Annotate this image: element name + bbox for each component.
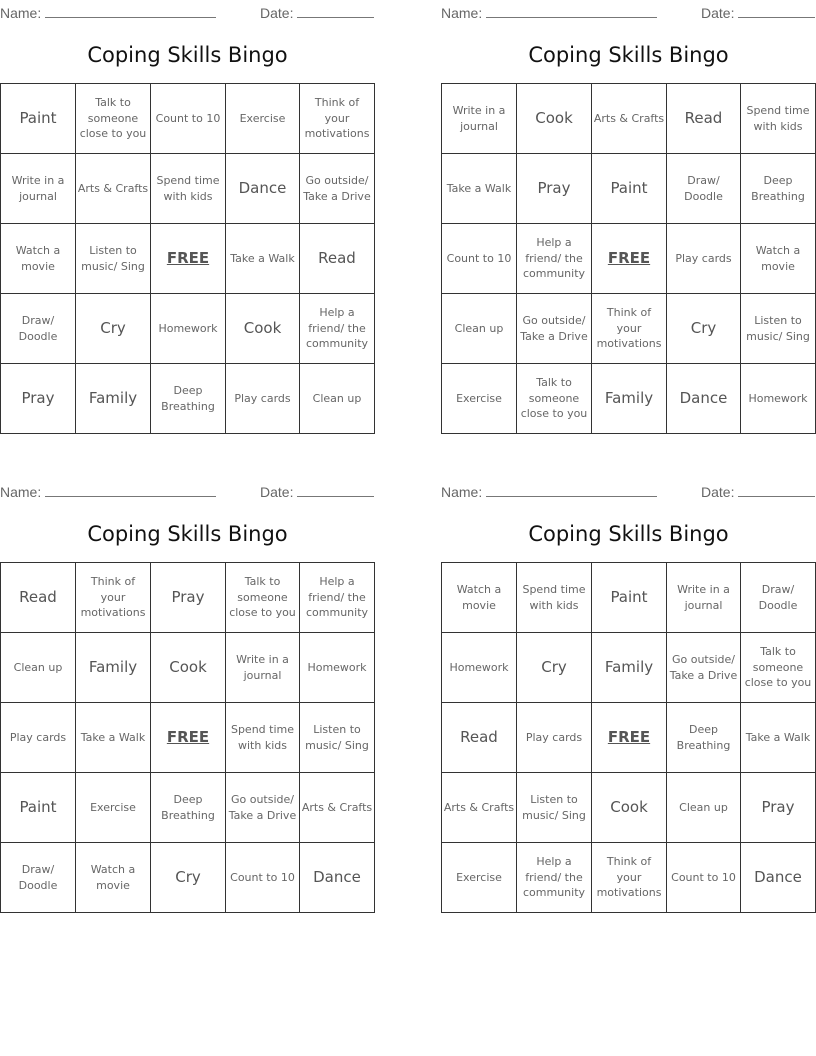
- bingo-cell: Arts & Crafts: [592, 84, 667, 154]
- bingo-cell: Dance: [741, 843, 816, 913]
- bingo-cell: Spend time with kids: [741, 84, 816, 154]
- bingo-cell: Homework: [300, 633, 375, 703]
- bingo-cell: Play cards: [1, 703, 76, 773]
- name-field: Name:: [441, 3, 657, 21]
- bingo-cell: Arts & Crafts: [442, 773, 517, 843]
- bingo-card-1: [0, 0, 375, 434]
- bingo-cell: Think of your motivations: [76, 563, 151, 633]
- name-line: [486, 482, 657, 497]
- bingo-cell: Watch a movie: [76, 843, 151, 913]
- date-line: [297, 482, 374, 497]
- date-line: [297, 3, 374, 18]
- bingo-cell: Deep Breathing: [151, 364, 226, 434]
- bingo-cell: Watch a movie: [741, 224, 816, 294]
- bingo-cell: Count to 10: [442, 224, 517, 294]
- bingo-cell: Arts & Crafts: [76, 154, 151, 224]
- bingo-cell: Draw/ Doodle: [741, 563, 816, 633]
- bingo-cell: Paint: [592, 154, 667, 224]
- bingo-cell: Family: [592, 364, 667, 434]
- bingo-cell: Pray: [1, 364, 76, 434]
- free-space-cell: FREE: [151, 703, 226, 773]
- free-space-cell: FREE: [151, 224, 226, 294]
- bingo-cell: Clean up: [1, 633, 76, 703]
- bingo-cell: Write in a journal: [667, 563, 741, 633]
- bingo-cell: Cry: [76, 294, 151, 364]
- bingo-cell: Homework: [741, 364, 816, 434]
- bingo-cell: Exercise: [442, 843, 517, 913]
- bingo-cell: Cry: [667, 294, 741, 364]
- bingo-cell: Go outside/ Take a Drive: [300, 154, 375, 224]
- name-date-row: [0, 479, 375, 501]
- bingo-cell: Help a friend/ the community: [517, 843, 592, 913]
- bingo-card-3: [0, 479, 375, 913]
- bingo-cell: Deep Breathing: [151, 773, 226, 843]
- bingo-cell: Listen to music/ Sing: [517, 773, 592, 843]
- bingo-cell: Talk to someone close to you: [76, 84, 151, 154]
- bingo-cell: Spend time with kids: [517, 563, 592, 633]
- bingo-cell: Talk to someone close to you: [741, 633, 816, 703]
- name-line: [45, 482, 216, 497]
- card-title: Coping Skills Bingo: [87, 43, 288, 67]
- bingo-cell: Family: [76, 364, 151, 434]
- bingo-cell: Talk to someone close to you: [517, 364, 592, 434]
- date-field: Date:: [260, 3, 374, 21]
- bingo-cell: Take a Walk: [76, 703, 151, 773]
- bingo-cell: Pray: [517, 154, 592, 224]
- bingo-cell: Homework: [151, 294, 226, 364]
- free-space-cell: FREE: [592, 224, 667, 294]
- date-field: Date:: [260, 482, 374, 500]
- bingo-cell: Help a friend/ the community: [517, 224, 592, 294]
- name-date-row: [0, 0, 375, 22]
- bingo-cell: Draw/ Doodle: [667, 154, 741, 224]
- bingo-cell: Paint: [1, 84, 76, 154]
- bingo-grid: [441, 562, 816, 913]
- bingo-cell: Take a Walk: [442, 154, 517, 224]
- bingo-cell: Arts & Crafts: [300, 773, 375, 843]
- bingo-cell: Go outside/ Take a Drive: [667, 633, 741, 703]
- bingo-cell: Dance: [300, 843, 375, 913]
- bingo-cell: Pray: [151, 563, 226, 633]
- date-line: [738, 482, 815, 497]
- bingo-cell: Help a friend/ the community: [300, 563, 375, 633]
- bingo-cell: Spend time with kids: [226, 703, 300, 773]
- bingo-cell: Deep Breathing: [741, 154, 816, 224]
- bingo-cell: Pray: [741, 773, 816, 843]
- bingo-cell: Paint: [592, 563, 667, 633]
- bingo-cell: Read: [1, 563, 76, 633]
- name-field: Name:: [0, 482, 216, 500]
- bingo-cell: Take a Walk: [226, 224, 300, 294]
- bingo-cell: Read: [300, 224, 375, 294]
- bingo-cell: Take a Walk: [741, 703, 816, 773]
- bingo-cell: Exercise: [226, 84, 300, 154]
- bingo-grid: [441, 83, 816, 434]
- bingo-cell: Exercise: [442, 364, 517, 434]
- bingo-grid: [0, 562, 375, 913]
- bingo-cell: Clean up: [442, 294, 517, 364]
- bingo-cell: Clean up: [667, 773, 741, 843]
- bingo-cell: Think of your motivations: [592, 294, 667, 364]
- bingo-cell: Family: [592, 633, 667, 703]
- bingo-cell: Go outside/ Take a Drive: [517, 294, 592, 364]
- card-title: Coping Skills Bingo: [528, 43, 729, 67]
- bingo-cell: Write in a journal: [1, 154, 76, 224]
- bingo-cell: Cook: [226, 294, 300, 364]
- bingo-card-2: [441, 0, 816, 434]
- bingo-cell: Listen to music/ Sing: [76, 224, 151, 294]
- bingo-grid: [0, 83, 375, 434]
- bingo-cell: Help a friend/ the community: [300, 294, 375, 364]
- bingo-cell: Count to 10: [151, 84, 226, 154]
- bingo-cell: Cook: [517, 84, 592, 154]
- bingo-cell: Paint: [1, 773, 76, 843]
- name-date-row: [441, 0, 816, 22]
- bingo-cell: Think of your motivations: [592, 843, 667, 913]
- bingo-cell: Write in a journal: [442, 84, 517, 154]
- bingo-cell: Play cards: [517, 703, 592, 773]
- bingo-cell: Listen to music/ Sing: [741, 294, 816, 364]
- bingo-cell: Homework: [442, 633, 517, 703]
- bingo-card-4: [441, 479, 816, 913]
- name-line: [486, 3, 657, 18]
- bingo-cell: Clean up: [300, 364, 375, 434]
- bingo-cell: Dance: [226, 154, 300, 224]
- bingo-cell: Deep Breathing: [667, 703, 741, 773]
- bingo-cell: Family: [76, 633, 151, 703]
- bingo-cell: Write in a journal: [226, 633, 300, 703]
- date-field: Date:: [701, 3, 815, 21]
- bingo-cell: Watch a movie: [442, 563, 517, 633]
- card-title: Coping Skills Bingo: [528, 522, 729, 546]
- bingo-cell: Draw/ Doodle: [1, 294, 76, 364]
- name-field: Name:: [441, 482, 657, 500]
- bingo-cell: Read: [442, 703, 517, 773]
- bingo-cell: Go outside/ Take a Drive: [226, 773, 300, 843]
- date-field: Date:: [701, 482, 815, 500]
- bingo-cell: Draw/ Doodle: [1, 843, 76, 913]
- bingo-cell: Exercise: [76, 773, 151, 843]
- card-title: Coping Skills Bingo: [87, 522, 288, 546]
- name-line: [45, 3, 216, 18]
- bingo-cell: Think of your motivations: [300, 84, 375, 154]
- date-line: [738, 3, 815, 18]
- bingo-cell: Talk to someone close to you: [226, 563, 300, 633]
- free-space-cell: FREE: [592, 703, 667, 773]
- bingo-cell: Cry: [151, 843, 226, 913]
- bingo-cell: Cook: [592, 773, 667, 843]
- bingo-cell: Watch a movie: [1, 224, 76, 294]
- bingo-cell: Cry: [517, 633, 592, 703]
- bingo-cell: Count to 10: [667, 843, 741, 913]
- name-field: Name:: [0, 3, 216, 21]
- name-date-row: [441, 479, 816, 501]
- bingo-cell: Listen to music/ Sing: [300, 703, 375, 773]
- bingo-cell: Count to 10: [226, 843, 300, 913]
- bingo-cell: Cook: [151, 633, 226, 703]
- bingo-cell: Spend time with kids: [151, 154, 226, 224]
- bingo-cell: Play cards: [667, 224, 741, 294]
- bingo-cell: Dance: [667, 364, 741, 434]
- bingo-cell: Read: [667, 84, 741, 154]
- bingo-cell: Play cards: [226, 364, 300, 434]
